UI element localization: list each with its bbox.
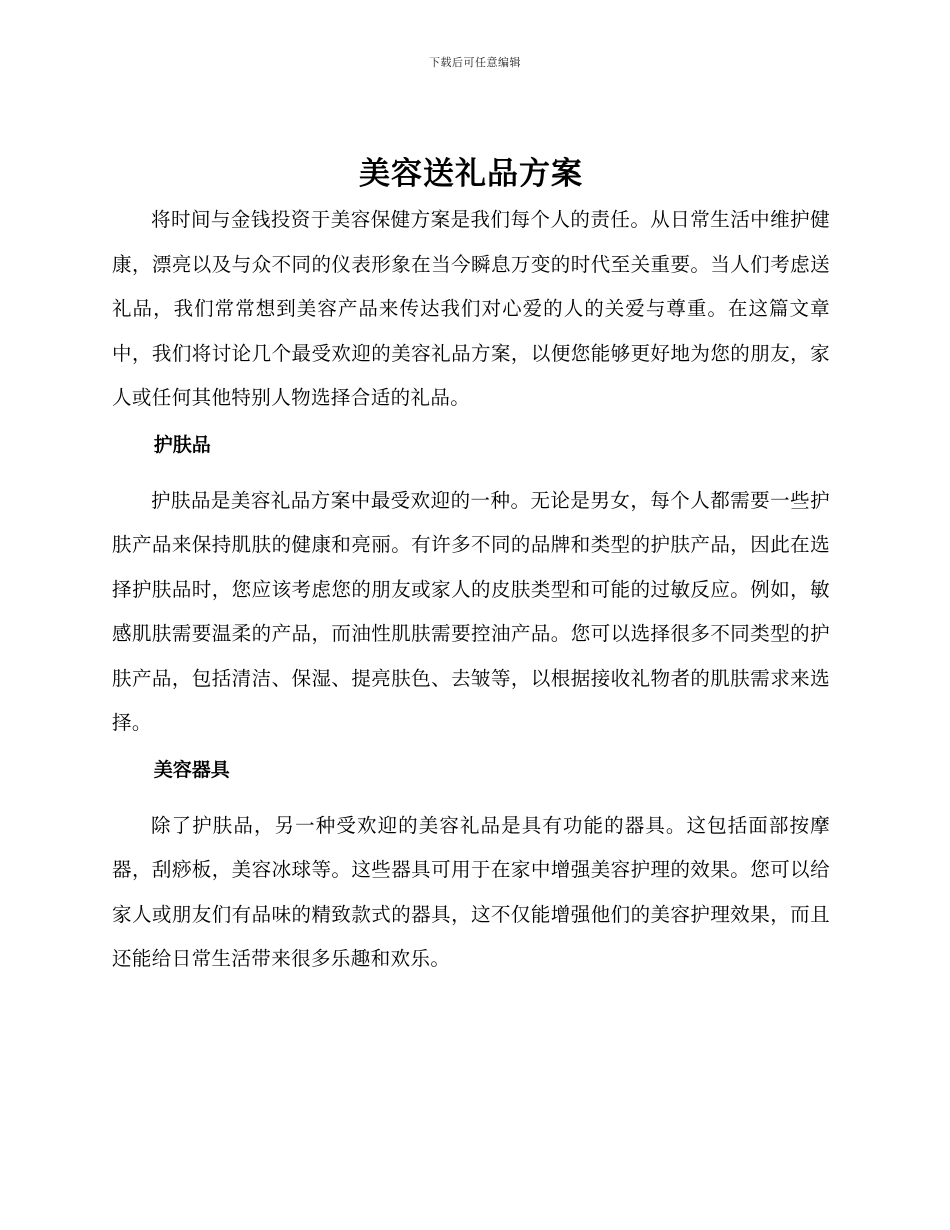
intro-paragraph: 将时间与金钱投资于美容保健方案是我们每个人的责任。从日常生活中维护健康，漂亮以及与众不同的仪表形象在当今瞬息万变的时代至关重要。当人们考虑送礼品，我们常常想到美容产品来传达我们对心爱的人的关爱与尊重。在这篇文章中，我们将讨论几个最受欢迎的美容礼品方案，以便您能够更好地为您的朋友，家人或任何其他特别人物选择合适的礼品。	[112, 208, 830, 409]
section-heading-skincare: 护肤品	[153, 433, 211, 456]
document-title: 美容送礼品方案	[359, 156, 583, 192]
section-heading-beauty-tools: 美容器具	[153, 758, 230, 781]
document-content	[112, 150, 830, 982]
section-body-skincare: 护肤品是美容礼品方案中最受欢迎的一种。无论是男女，每个人都需要一些护肤产品来保持肌肤的健康和亮丽。有许多不同的品牌和类型的护肤产品，因此在选择护肤品时，您应该考虑您的朋友或家人的皮肤类型和可能的过敏反应。例如，敏感肌肤需要温柔的产品，而油性肌肤需要控油产品。您可以选择很多不同类型的护肤产品，包括清洁、保湿、提亮肤色、去皱等，以根据接收礼物者的肌肤需求来选择。	[112, 488, 830, 734]
header-note: 下载后可任意编辑	[429, 56, 521, 69]
section-body-beauty-tools: 除了护肤品，另一种受欢迎的美容礼品是具有功能的器具。这包括面部按摩器，刮痧板，美容冰球等。这些器具可用于在家中增强美容护理的效果。您可以给家人或朋友们有品味的精致款式的器具，这不仅能增强他们的美容护理效果，而且还能给日常生活带来很多乐趣和欢乐。	[112, 813, 830, 970]
